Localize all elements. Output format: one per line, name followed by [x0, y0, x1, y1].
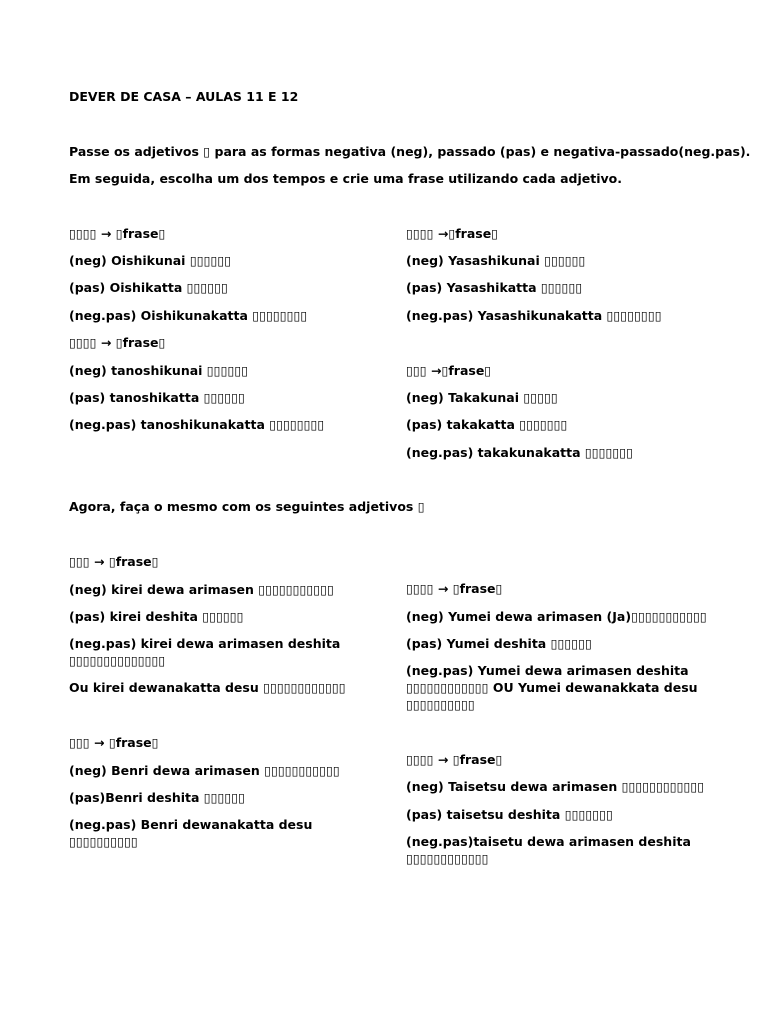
block-kirei-neg: (neg) kirei dewa arimasen ▯▯▯▯▯▯▯▯▯▯▯	[69, 582, 334, 597]
block-takai-neg: (neg) Takakunai ▯▯▯▯▯	[406, 390, 558, 405]
block-kirei-pas: (pas) kirei deshita ▯▯▯▯▯▯	[69, 609, 244, 624]
block-takai-negpas: (neg.pas) takakunakatta ▯▯▯▯▯▯▯	[406, 445, 634, 460]
block-yuumei-heading: ▯▯▯▯ → ▯frase▯	[406, 581, 503, 596]
block-yuumei-neg: (neg) Yumei dewa arimasen (Ja)▯▯▯▯▯▯▯▯▯▯▯	[406, 609, 707, 624]
block-taisetsu-negpas: (neg.pas)taisetu dewa arimasen deshita ▯▯▯▯▯▯▯▯▯▯▯▯	[406, 834, 691, 866]
block-yuumei-negpas: (neg.pas) Yumei dewa arimasen deshita ▯▯▯▯▯▯▯▯▯▯▯▯ OU Yumei dewanakkata desu ▯▯▯▯▯▯▯▯▯▯	[406, 663, 698, 712]
block-taisetsu-heading: ▯▯▯▯ → ▯frase▯	[406, 752, 503, 767]
document-title: DEVER DE CASA – AULAS 11 E 12	[69, 89, 299, 104]
section2-intro: Agora, faça o mesmo com os seguintes adjetivos ▯	[69, 499, 425, 514]
block-yuumei-pas: (pas) Yumei deshita ▯▯▯▯▯▯	[406, 636, 592, 651]
block-oishii-pas: (pas) Oishikatta ▯▯▯▯▯▯	[69, 280, 228, 295]
block-tanoshii-negpas: (neg.pas) tanoshikunakatta ▯▯▯▯▯▯▯▯	[69, 417, 325, 432]
block-oishii-negpas: (neg.pas) Oishikunakatta ▯▯▯▯▯▯▯▯	[69, 308, 308, 323]
block-benri-heading: ▯▯▯ → ▯frase▯	[69, 735, 159, 750]
instruction-line-2: Em seguida, escolha um dos tempos e crie uma frase utilizando cada adjetivo.	[69, 171, 622, 186]
block-taisetsu-neg: (neg) Taisetsu dewa arimasen ▯▯▯▯▯▯▯▯▯▯▯▯	[406, 779, 705, 794]
block-oishii-neg: (neg) Oishikunai ▯▯▯▯▯▯	[69, 253, 232, 268]
block-yasashii-pas: (pas) Yasashikatta ▯▯▯▯▯▯	[406, 280, 583, 295]
block-kirei-negpas: (neg.pas) kirei dewa arimasen deshita ▯▯▯▯▯▯▯▯▯▯▯▯▯▯	[69, 636, 341, 668]
block-oishii-heading: ▯▯▯▯ → ▯frase▯	[69, 226, 166, 241]
block-taisetsu-pas: (pas) taisetsu deshita ▯▯▯▯▯▯▯	[406, 807, 613, 822]
block-yasashii-neg: (neg) Yasashikunai ▯▯▯▯▯▯	[406, 253, 586, 268]
block-benri-negpas: (neg.pas) Benri dewanakatta desu ▯▯▯▯▯▯▯▯▯▯	[69, 817, 313, 849]
block-yasashii-heading: ▯▯▯▯ →▯frase▯	[406, 226, 499, 241]
block-tanoshii-heading: ▯▯▯▯ → ▯frase▯	[69, 335, 166, 350]
block-kirei-heading: ▯▯▯ → ▯frase▯	[69, 554, 159, 569]
block-benri-neg: (neg) Benri dewa arimasen ▯▯▯▯▯▯▯▯▯▯▯	[69, 763, 340, 778]
block-kirei-alt: Ou kirei dewanakatta desu ▯▯▯▯▯▯▯▯▯▯▯▯	[69, 680, 346, 695]
block-yasashii-negpas: (neg.pas) Yasashikunakatta ▯▯▯▯▯▯▯▯	[406, 308, 662, 323]
block-benri-pas: (pas)Benri deshita ▯▯▯▯▯▯	[69, 790, 246, 805]
block-takai-heading: ▯▯▯ →▯frase▯	[406, 363, 492, 378]
block-tanoshii-pas: (pas) tanoshikatta ▯▯▯▯▯▯	[69, 390, 245, 405]
block-takai-pas: (pas) takakatta ▯▯▯▯▯▯▯	[406, 417, 568, 432]
block-tanoshii-neg: (neg) tanoshikunai ▯▯▯▯▯▯	[69, 363, 249, 378]
instruction-line-1: Passe os adjetivos ▯ para as formas negativa (neg), passado (pas) e negativa-passado(neg.pas).	[69, 144, 751, 159]
